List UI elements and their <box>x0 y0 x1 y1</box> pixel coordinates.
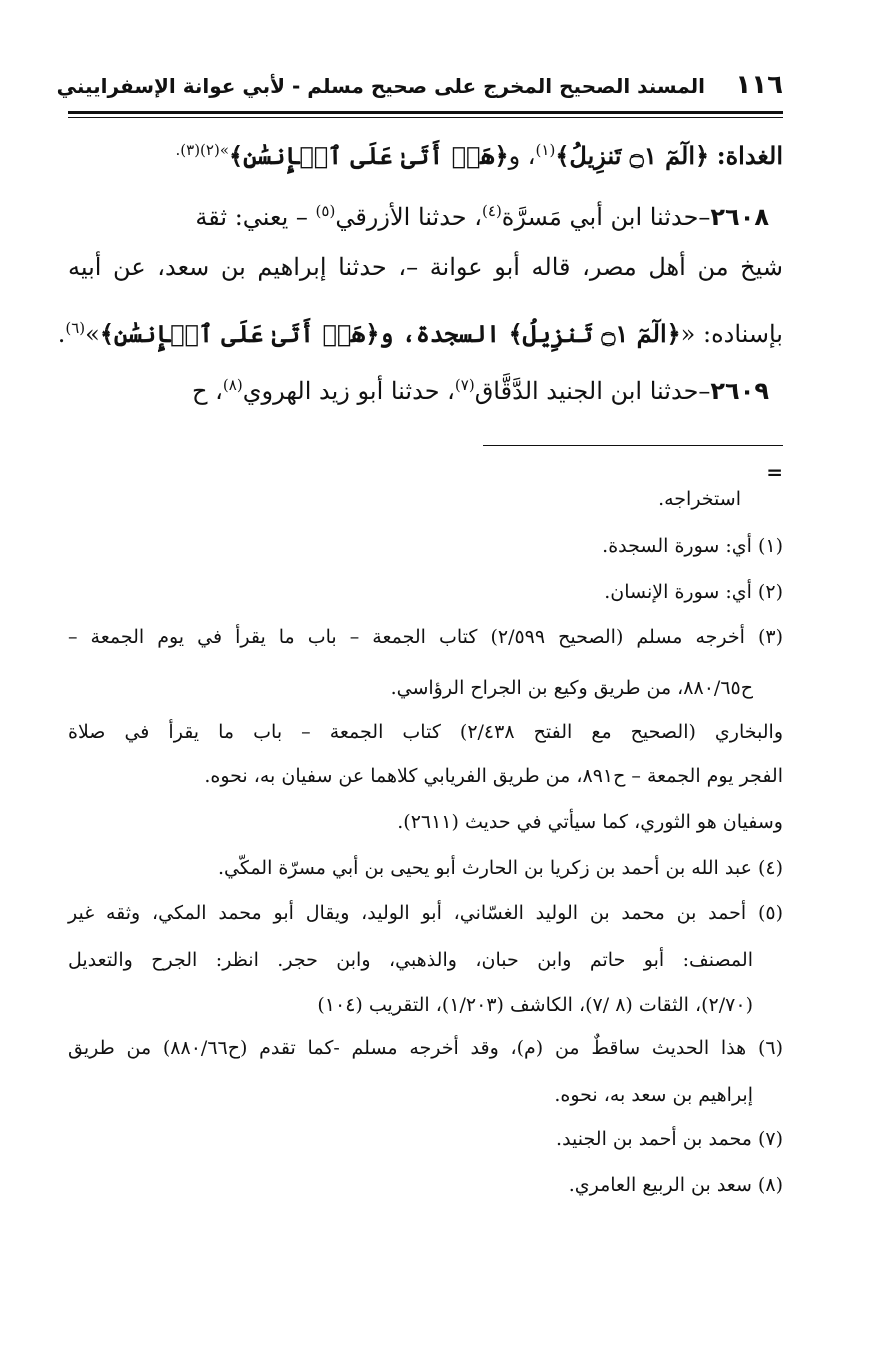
hadith-2608-text-a: –حدثنا ابن أبي مَسرَّة <box>501 203 711 231</box>
footnote-6-line-1: (٦) هذا الحديث ساقطٌ من (م)، وقد أخرجه مسلم -كما تقدم (ح٨٨٠/٦٦) من طريق <box>68 1037 784 1059</box>
footnote-5-line-3: (٢/٧٠)، الثقات (٨ /٧)، الكاشف (١/٢٠٣)، التقريب (١٠٤) <box>317 994 753 1016</box>
footnote-6-line-2: إبراهيم بن سعد به، نحوه. <box>554 1084 753 1106</box>
hadith-2609-text-c: ، ح <box>192 377 223 405</box>
page-header <box>56 66 783 110</box>
footnote-1: (١) أي: سورة السجدة. <box>602 535 783 557</box>
footnote-3-line-2: ح٨٨٠/٦٥، من طريق وكيع بن الجراح الرؤاسي. <box>390 677 753 699</box>
footnote-ref-2-3: »(٢)(٣). <box>175 141 230 159</box>
footnote-ref-5: (٥) <box>315 202 336 220</box>
running-title: المسند الصحيح المخرج على صحيح مسلم - لأبي عوانة الإسفراييني <box>56 74 705 98</box>
quran-ref-insan: ﴿هَلۡ أَتَىٰ عَلَى ٱلۡإِنسَٰنِ﴾ <box>229 141 509 170</box>
hadith-number-2609: ٢٦٠٩ <box>710 377 769 405</box>
connector-and: ، و <box>508 142 536 170</box>
footnote-continuation-mark: = <box>766 460 783 484</box>
line4-text-b: السجدة، و <box>379 319 509 348</box>
quran-ref-sajda-2: ﴿الٓمٓ ۝١ تَنزِيلُ﴾ <box>508 319 681 348</box>
footnote-ref-7: (٧) <box>454 376 475 394</box>
footnote-ref-1: (١) <box>535 141 556 159</box>
body-line-1 <box>176 133 783 173</box>
hadith-2608-line <box>195 194 769 234</box>
page-number: ١١٦ <box>735 70 783 100</box>
hadith-2609-text-b: ، حدثنا أبو زيد الهروي <box>242 377 455 405</box>
footnote-ref-4: (٤) <box>482 202 502 220</box>
header-rule-thick <box>68 111 783 114</box>
label-ghadat: الغداة: <box>716 141 783 170</box>
body-line-4 <box>58 311 783 351</box>
footnote-3-line-4: الفجر يوم الجمعة – ح٨٩١، من طريق الفريابي كلاهما عن سفيان به، نحوه. <box>204 765 783 787</box>
hadith-2609-text-a: –حدثنا ابن الجنيد الدَّقَّاق <box>474 377 711 405</box>
line4-text-c: » <box>85 320 100 348</box>
footnote-ref-6: (٦) <box>65 319 86 337</box>
footnote-continued: استخراجه. <box>658 488 741 510</box>
footnote-separator <box>483 445 783 446</box>
footnote-3-line-1: (٣) أخرجه مسلم (الصحيح ٢/٥٩٩) كتاب الجمعة – باب ما يقرأ في يوم الجمعة – <box>68 626 783 648</box>
footnote-5-line-1: (٥) أحمد بن محمد بن الوليد الغسّاني، أبو الوليد، ويقال أبو محمد المكي، وثقه غير <box>68 902 783 924</box>
quran-ref-sajda: ﴿الٓمٓ ۝١ تَنزِيلُ﴾ <box>555 141 710 170</box>
line4-end: . <box>57 320 66 348</box>
line4-text-a: بإسناده: « <box>680 320 783 348</box>
footnote-7: (٧) محمد بن أحمد بن الجنيد. <box>556 1128 783 1150</box>
hadith-number-2608: ٢٦٠٨ <box>710 203 769 231</box>
footnote-4: (٤) عبد الله بن أحمد بن زكريا بن الحارث أبو يحيى بن أبي مسرّة المكّي. <box>217 857 783 879</box>
quran-ref-insan-2: ﴿هَلۡ أَتَىٰ عَلَى ٱلۡإِنسَٰنِ﴾ <box>99 319 380 348</box>
hadith-2608-text-b: ، حدثنا الأزرقي <box>335 203 483 231</box>
footnote-3-line-3: والبخاري (الصحيح مع الفتح ٢/٤٣٨) كتاب الجمعة – باب ما يقرأ في صلاة <box>68 721 783 743</box>
footnote-8: (٨) سعد بن الربيع العامري. <box>568 1174 783 1196</box>
footnote-ref-8: (٨) <box>222 376 243 394</box>
body-line-3: شيخ من أهل مصر، قاله أبو عوانة –، حدثنا إبراهيم بن سعد، عن أبيه <box>68 253 783 281</box>
footnote-3-line-5: وسفيان هو الثوري، كما سيأتي في حديث (٢٦١١). <box>397 811 783 833</box>
header-rule-thin <box>68 117 783 118</box>
hadith-2609-line <box>192 368 769 408</box>
footnote-5-line-2: المصنف: أبو حاتم وابن حبان، والذهبي، وابن حجر. انظر: الجرح والتعديل <box>68 949 753 971</box>
hadith-2608-text-c: – يعني: ثقة <box>195 203 316 231</box>
footnote-2: (٢) أي: سورة الإنسان. <box>604 581 783 603</box>
